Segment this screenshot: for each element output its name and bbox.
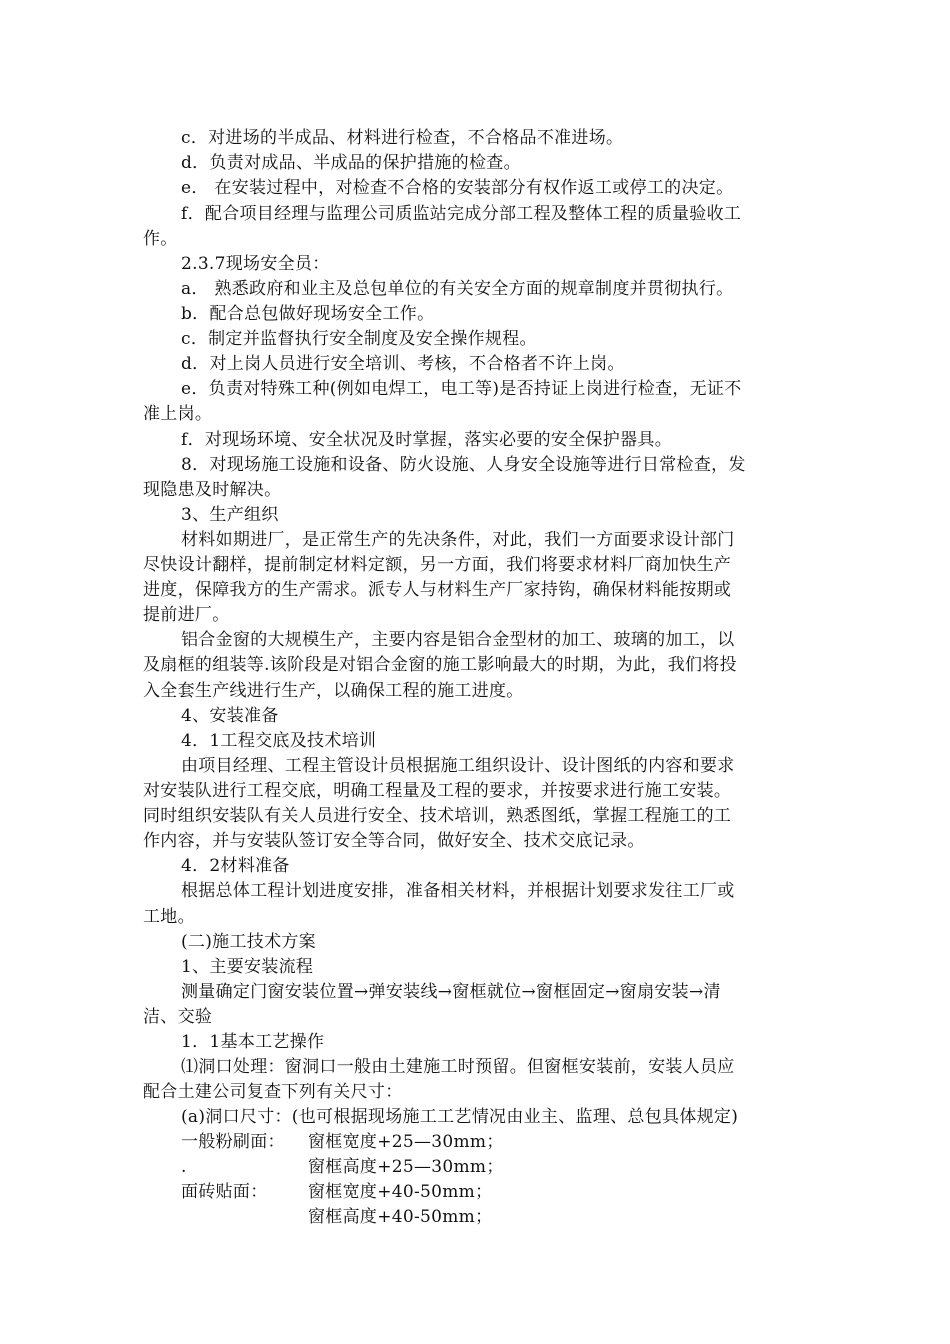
text-line: e． 在安装过程中，对检查不合格的安装部分有权作返工或停工的决定。: [181, 178, 734, 198]
text-line: 洁、交验: [143, 1007, 213, 1027]
text-line: 对安装队进行工程交底，明确工程量及工程的要求，并按要求进行施工安装。: [143, 781, 732, 801]
text-line: 根据总体工程计划进度安排，准备相关材料，并根据计划要求发往工厂或: [181, 881, 735, 901]
text-line: e．负责对特殊工种(例如电焊工，电工等)是否持证上岗进行检查，无证不: [181, 379, 742, 399]
dimension-value: 窗框宽度+25—30mm；: [308, 1132, 504, 1152]
section-heading: 4、安装准备: [181, 706, 279, 726]
text-line: a． 熟悉政府和业主及总包单位的有关安全方面的规章制度并贯彻执行。: [181, 279, 734, 299]
text-line: 测量确定门窗安装位置→弹安装线→窗框就位→窗框固定→窗扇安装→清: [181, 982, 721, 1002]
text-line: 尽快设计翻样，提前制定材料定额，另一方面，我们将要求材料厂商加快生产: [143, 555, 732, 575]
text-line: 及扇框的组装等.该阶段是对铝合金窗的施工影响最大的时期，为此，我们将投: [143, 655, 737, 675]
text-line: 工地。: [143, 907, 195, 927]
text-line: c．制定并监督执行安全制度及安全操作规程。: [181, 329, 537, 349]
section-heading: 1、主要安装流程: [181, 957, 314, 977]
section-heading: (二)施工技术方案: [181, 932, 316, 952]
text-line: 同时组织安装队有关人员进行安全、技术培训，熟悉图纸，掌握工程施工的工: [143, 806, 732, 826]
text-line: 配合土建公司复查下列有关尺寸：: [143, 1082, 403, 1102]
text-line: 准上岗。: [143, 404, 213, 424]
dimension-label: .: [181, 1157, 187, 1177]
text-line: 铝合金窗的大规模生产，主要内容是铝合金型材的加工、玻璃的加工，以: [181, 630, 735, 650]
dimension-value: 窗框高度+25—30mm；: [308, 1157, 504, 1177]
text-line: b．配合总包做好现场安全工作。: [181, 304, 435, 324]
text-line: f．对现场环境、安全状况及时掌握，落实必要的安全保护器具。: [181, 430, 672, 450]
section-heading: 4．1工程交底及技术培训: [181, 731, 377, 751]
text-line: ⑴洞口处理：窗洞口一般由土建施工时预留。但窗框安装前，安装人员应: [181, 1057, 735, 1077]
dimension-value: 窗框宽度+40-50mm；: [308, 1182, 493, 1202]
dimension-label: 一般粉刷面：: [181, 1132, 285, 1152]
text-line: 进度，保障我方的生产需求。派专人与材料生产厂家持钩，确保材料能按期或: [143, 580, 732, 600]
text-line: 现隐患及时解决。: [143, 480, 282, 500]
section-heading: 3、生产组织: [181, 505, 279, 525]
section-heading: 2.3.7现场安全员：: [181, 254, 330, 274]
dimension-value: 窗框高度+40-50mm；: [308, 1207, 493, 1227]
text-line: d．负责对成品、半成品的保护措施的检查。: [181, 153, 521, 173]
section-heading: 1．1基本工艺操作: [181, 1032, 325, 1052]
text-line: 8．对现场施工设施和设备、防火设施、人身安全设施等进行日常检查，发: [181, 455, 746, 475]
text-line: f．配合项目经理与监理公司质监站完成分部工程及整体工程的质量验收工: [181, 204, 742, 224]
text-line: 材料如期进厂，是正常生产的先决条件，对此，我们一方面要求设计部门: [181, 530, 735, 550]
dimension-label: 面砖贴面：: [181, 1182, 268, 1202]
text-line: (a)洞口尺寸：(也可根据现场施工工艺情况由业主、监理、总包具体规定): [181, 1107, 739, 1127]
text-line: d．对上岗人员进行安全培训、考核，不合格者不许上岗。: [181, 354, 625, 374]
text-line: 提前进厂。: [143, 605, 230, 625]
text-line: 由项目经理、工程主管设计员根据施工组织设计、设计图纸的内容和要求: [181, 756, 735, 776]
text-line: 入全套生产线进行生产，以确保工程的施工进度。: [143, 681, 524, 701]
text-line: 作内容，并与安装队签订安全等合同，做好安全、技术交底记录。: [143, 831, 645, 851]
text-line: 作。: [143, 229, 178, 249]
section-heading: 4．2材料准备: [181, 856, 290, 876]
text-line: c．对进场的半成品、材料进行检查，不合格品不准进场。: [181, 128, 624, 148]
